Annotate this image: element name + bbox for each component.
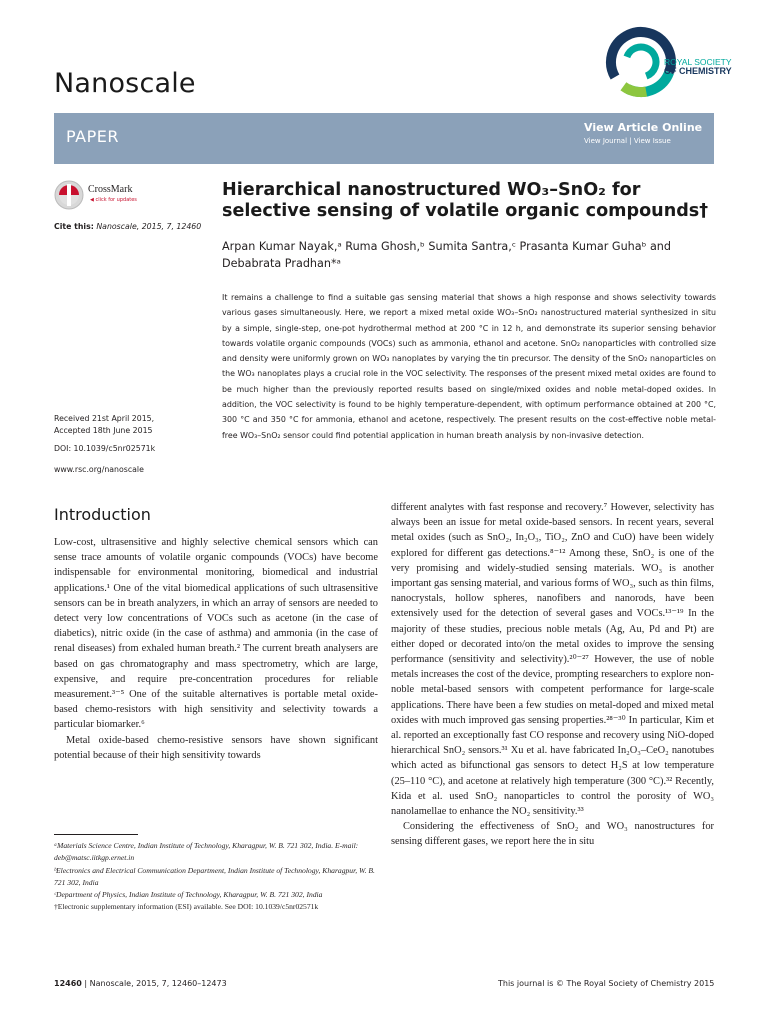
body-column-left [54,535,378,763]
accepted-date: Accepted 18th June 2015 [54,426,153,435]
citation-info [54,222,201,231]
journal-title: Nanoscale [54,68,196,99]
view-article-online-link[interactable]: View Article Online [584,121,703,134]
view-issue-link[interactable]: View Issue [633,137,671,145]
link-divider: | [627,137,634,145]
crossmark-badge[interactable] [54,178,164,214]
footnote-esi: †Electronic supplementary information (ESI) available. See DOI: 10.1039/c5nr02571k [54,902,319,912]
abstract: It remains a challenge to find a suitable gas sensing material that shows a high response and shows selectivity towards various gases simultaneously. Here, we report a mixed metal oxide WO₃–SnO₂ nanostructured material synthesized in situ by a simple, single-step, one-pot hydrothermal method at 200 °C in 12 h, and demonstrate its superior sensing behavior towards volatile organic compounds (VOCs) such as ammonia, ethanol and acetone. SnO₂ nanoparticles with controlled size and density were uniformly grown on WO₃ nanoplates by varying the tin precursor. The density of the SnO₂ nanoparticles on the WO₃ nanoplates plays a crucial role in the VOC selectivity. The responses of the present mixed metal oxides are found to be much higher than the previously reported results based on single/mixed oxides and noble metal-doped oxides. In addition, the VOC selectivity is found to be highly temperature-dependent, with optimum performance obtained at 200 °C, 300 °C and 350 °C for ammonia, ethanol and acetone, respectively. The present results on the cost-effective noble metal-free WO₃–SnO₂ sensor could find potential application in human breath analysis by non-invasive detection. [222,293,716,440]
footnote-affiliation-b: ᵇElectronics and Electrical Communication Department, Indian Institute of Technology, Kharagpur, W. B. 721 302, India [54,865,375,887]
footer-citation: | Nanoscale, 2015, 7, 12460–12473 [81,979,227,988]
page-footer-copyright: This journal is © The Royal Society of Chemistry 2015 [498,979,715,988]
section-label: PAPER [66,127,119,146]
crossmark-icon [54,178,84,212]
received-date: Received 21st April 2015, [54,414,155,423]
body-column-right [391,500,714,850]
view-links [584,137,671,145]
paragraph: Metal oxide-based chemo-resistive sensors have shown significant potential because of their high sensitivity towards [54,734,378,761]
footnote-affiliation-c: ᶜDepartment of Physics, Indian Institute of Technology, Kharagpur, W. B. 721 302, India [54,890,323,900]
article-title: Hierarchical nanostructured WO₃–SnO₂ for selective sensing of volatile organic compounds† [222,180,709,221]
publisher-name [664,58,732,76]
footnote-affiliation-a: ᵃMaterials Science Centre, Indian Institute of Technology, Kharagpur, W. B. 721 302, India. E-mail: deb@matsc.iitkgp.ernet.in [54,841,359,863]
footnote-rule [54,834,138,835]
page-number: 12460 [54,979,82,988]
page-footer-citation [54,979,227,988]
section-heading-introduction: Introduction [54,505,151,524]
crossmark-sub-text: click for updates [95,197,137,203]
paragraph: different analytes with fast response and recovery.⁷ However, selectivity has always been an issue for metal oxide-based sensors. In recent years, several metal oxides (such as SnO₂, In₂O₃, TiO₂, ZnO and CuO) have been widely explored for different gas detections.⁸⁻¹² Among these, SnO₂ is one of the very promising and widely-studied sensing materials. WO₃ is another important gas sensing material, and various forms of WO₃, such as thin films, nanocrystals, hollow spheres, nanofibers and nanorods, have been extensively used for the detection of several gases and VOCs.¹³⁻¹⁹ In the majority of these studies, precious noble metals (Ag, Au, Pd and Pt) are either doped or decorated into/on the metal oxides to improve the sensing performance (sensitivity and selectivity).²⁰⁻²⁷ However, the use of noble metals increases the cost of the device, prompting researchers to explore non-noble metal-based sensors with competent performance for large-scale applications. There have been a few studies on metal-doped and mixed metal oxides with much improved gas sensing properties.²⁸⁻³⁰ In particular, Kim et al. reported an exceptionally fast CO response and recovery using NiO-doped hierarchical SnO₂ sensors.³¹ Xu et al. have fabricated In₂O₃–CeO₂ nanotubes which acted as bifunctional gas sensors to detect H₂S at low temperature (25–110 °C), and acetone at relatively high temperature (300 °C).³² Recently, Kida et al. used SnO₂ nanoparticles to control the porosity of WO₃ nanolamellae to enhance the NO₂ sensitivity.³³ [391,502,714,818]
crossmark-arrow-icon: ◀ [90,197,94,203]
crossmark-sub [90,197,137,203]
footnotes [54,840,378,914]
doi-link[interactable]: DOI: 10.1039/c5nr02571k [54,444,156,453]
crossmark-label: CrossMark [88,184,133,195]
paragraph: Considering the effectiveness of SnO₂ and WO₃ nanostructures for sensing different gases, we report here the in situ [391,821,714,848]
publisher-line2: OF CHEMISTRY [664,66,732,76]
cite-label: Cite this: [54,222,94,231]
view-journal-link[interactable]: View Journal [584,137,628,145]
received-dates [54,413,154,437]
publisher-line1: ROYAL SOCIETY [664,57,732,67]
cite-value: Nanoscale, 2015, 7, 12460 [96,222,202,231]
paragraph: Low-cost, ultrasensitive and highly selective chemical sensors which can sense trace amounts of volatile organic compounds (VOCs) have become indispensable for environmental monitoring, biomedical and industrial applications.¹ One of the vital biomedical applications of such ultrasensitive sensors can be in breath analyzers, in which an array of sensors are needed to detect very low concentrations of VOCs such as acetone (in the case of diabetics), nitric oxide (in the case of asthma) and ammonia (in the case of renal diseases) from exhaled human breath.² The current breath analysers are based on gas chromatography and mass spectrometry, which are large, expensive, and require pre-concentration procedures for reliable measurement.³⁻⁵ One of the suitable alternatives is portable metal oxide-based chemo-resistors with high sensitivity and selectivity towards a particular biomarker.⁶ [54,537,378,731]
author-list: Arpan Kumar Nayak,ᵃ Ruma Ghosh,ᵇ Sumita Santra,ᶜ Prasanta Kumar Guhaᵇ and Debabrata Pradhan*ᵃ [222,240,672,270]
journal-website-link[interactable]: www.rsc.org/nanoscale [54,465,144,474]
